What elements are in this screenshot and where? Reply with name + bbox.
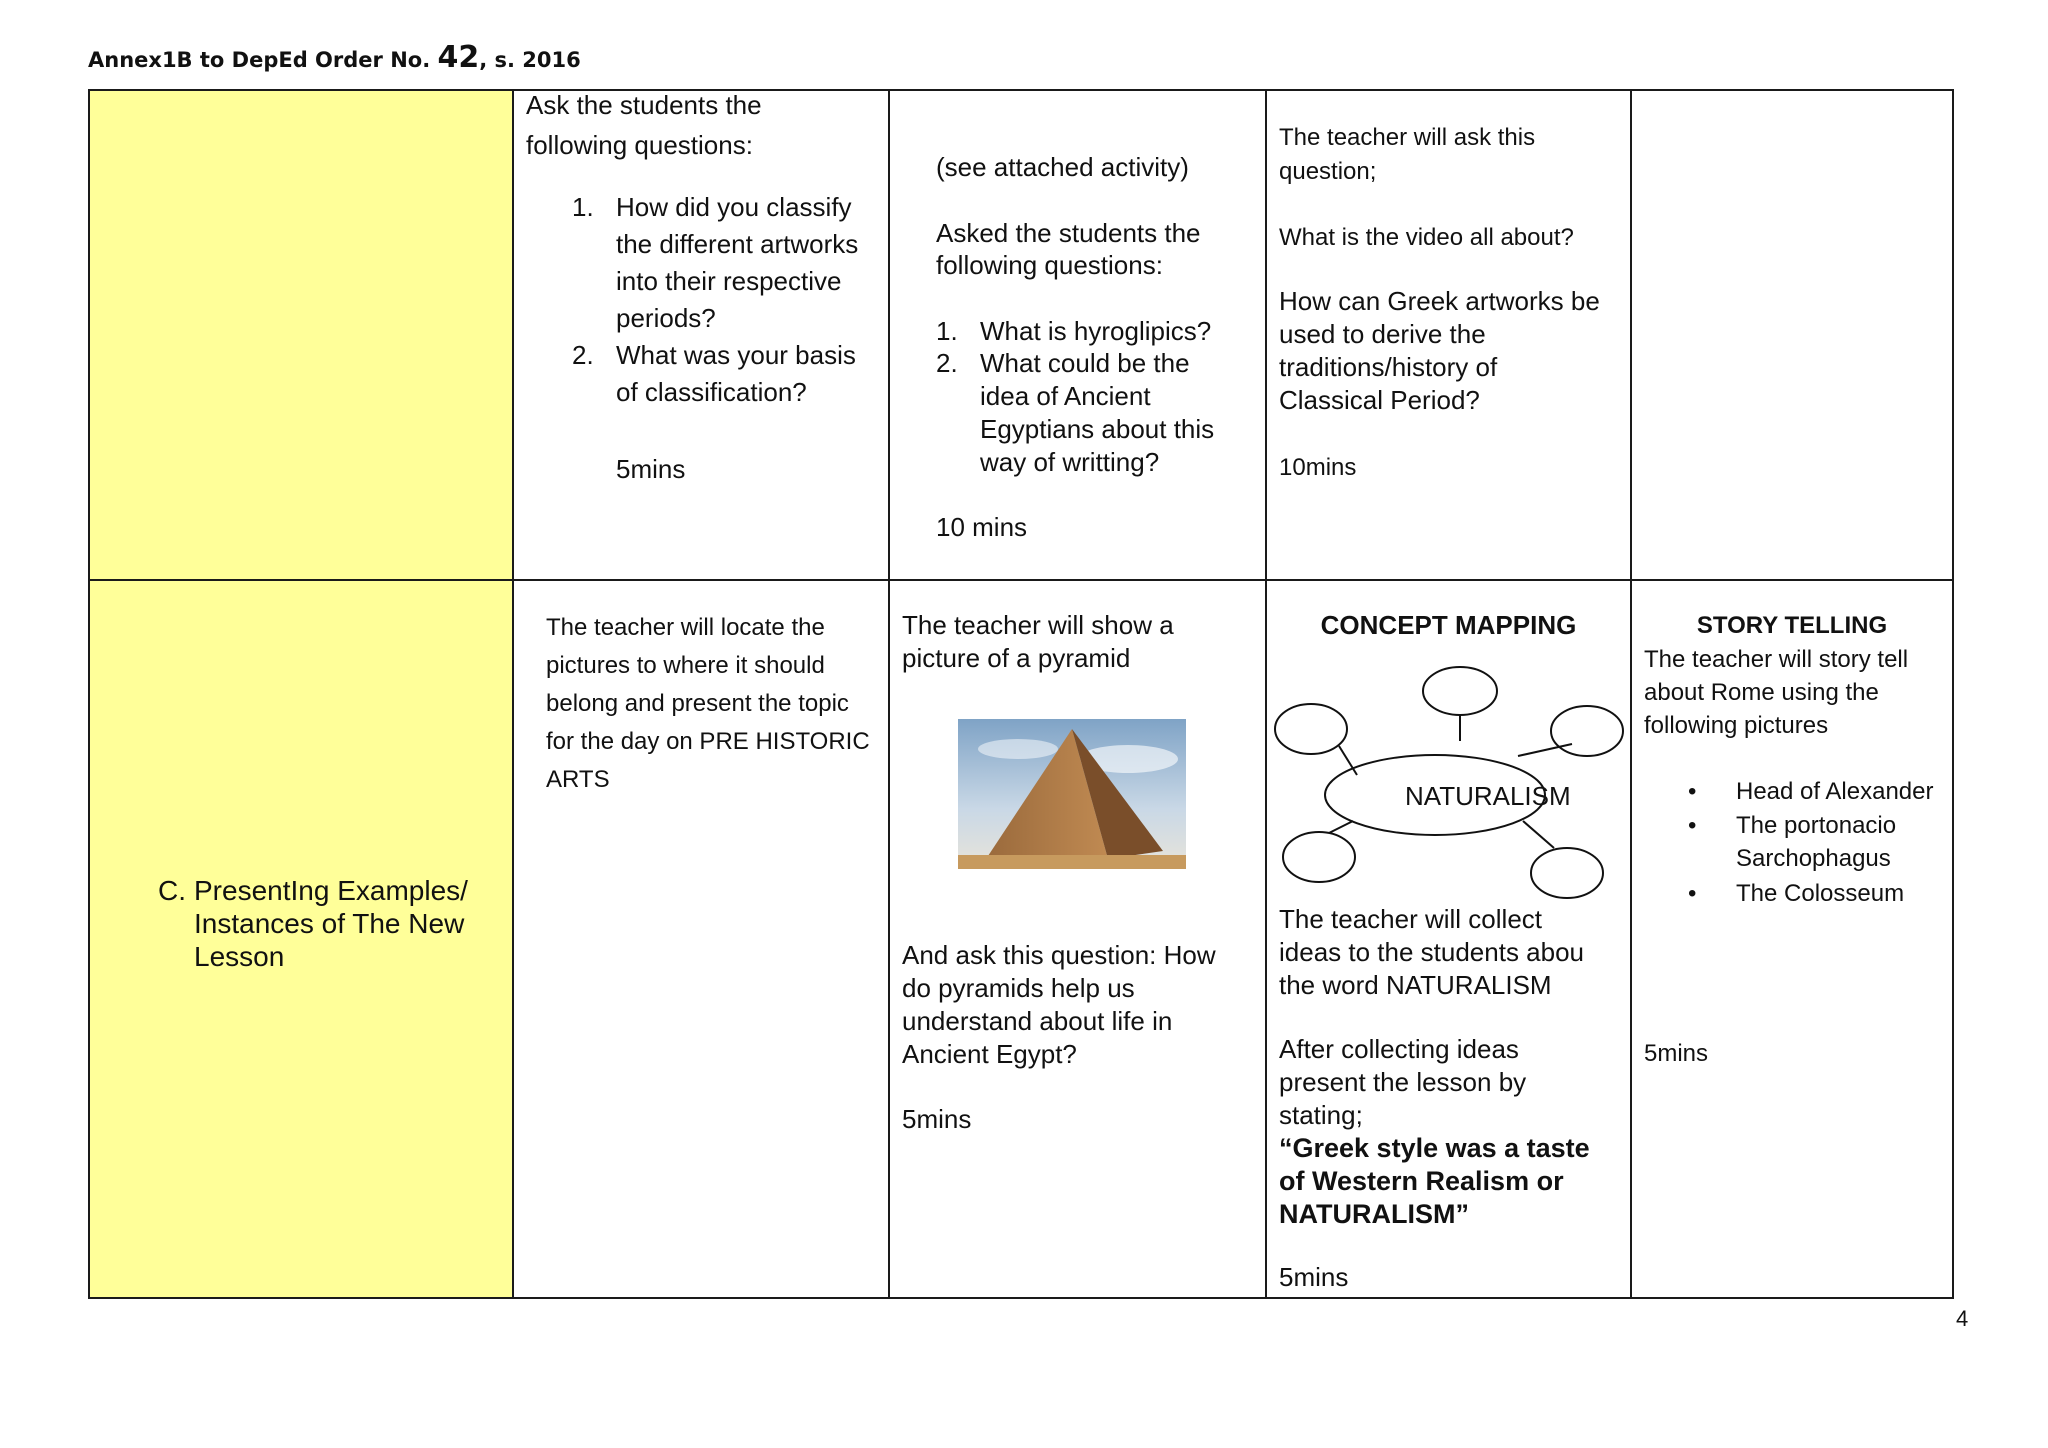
time-label: 10 mins bbox=[936, 512, 1028, 542]
pyramid-question: And ask this question: How do pyramids help us understand about life in Ancient Egypt? bbox=[902, 940, 1216, 1069]
time-label: 5mins bbox=[616, 454, 686, 484]
question-item: 1. What is hyroglipics? bbox=[936, 316, 1212, 346]
intro-line: following questions: bbox=[526, 130, 753, 160]
ask-line: question; bbox=[1279, 158, 1377, 185]
table-row bbox=[89, 580, 1953, 1298]
see-attached-note: (see attached activity) bbox=[936, 152, 1189, 182]
concept-bubble bbox=[1275, 704, 1347, 754]
concept-map bbox=[1267, 581, 1632, 921]
naturalism-quote: “Greek style was a taste of Western Realism or NATURALISM” bbox=[1279, 1133, 1590, 1229]
pyramid-image bbox=[958, 719, 1186, 869]
lesson-plan-table bbox=[88, 89, 1954, 1299]
time-label: 5mins bbox=[1279, 1262, 1349, 1292]
video-question: What is the video all about? bbox=[1279, 224, 1574, 251]
activity-cell-1 bbox=[513, 580, 889, 1298]
time-label: 5mins bbox=[1644, 1040, 1709, 1067]
activity-cell-1 bbox=[513, 90, 889, 580]
ask-line: The teacher will ask this bbox=[1279, 124, 1536, 151]
document-header bbox=[88, 40, 581, 75]
concept-bubble bbox=[1423, 667, 1497, 715]
concept-bubble bbox=[1531, 848, 1603, 898]
list-item: • Head of Alexander bbox=[1688, 778, 1934, 805]
page-number: 4 bbox=[1956, 1306, 1969, 1331]
question-item: 1. How did you classify the different artworks into their respective periods? bbox=[572, 192, 859, 333]
question-item: 2. What could be the idea of Ancient Egyptians about this way of writting? bbox=[936, 348, 1215, 477]
show-pyramid-text: The teacher will show a picture of a pyramid bbox=[902, 610, 1174, 673]
greek-question: How can Greek artworks be used to derive the traditions/history of Classical Period? bbox=[1279, 286, 1600, 415]
concept-center-label: NATURALISM bbox=[1405, 781, 1571, 811]
activity-cell-3 bbox=[1266, 580, 1631, 1298]
after-text: After collecting ideas present the lesson by stating; bbox=[1279, 1034, 1527, 1130]
time-label: 10mins bbox=[1279, 454, 1357, 481]
row-label: C. PresentIng Examples/ Instances of The New Lesson bbox=[158, 875, 468, 972]
connector-line bbox=[1523, 821, 1554, 848]
activity-cell-3 bbox=[1266, 90, 1631, 580]
story-text: The teacher will story tell about Rome using the following pictures bbox=[1644, 646, 1909, 739]
activity-cell-4 bbox=[1631, 90, 1953, 580]
connector-line bbox=[1329, 821, 1353, 833]
story-telling-title: STORY TELLING bbox=[1696, 612, 1888, 639]
activity-cell-2 bbox=[889, 580, 1266, 1298]
list-item: • The Colosseum bbox=[1688, 880, 1905, 907]
collect-text: The teacher will collect ideas to the students abou the word NATURALISM bbox=[1279, 904, 1585, 1000]
intro-line: Ask the students the bbox=[526, 90, 762, 120]
asked-line: following questions: bbox=[936, 250, 1163, 280]
concept-mapping-title: CONCEPT MAPPING bbox=[1320, 610, 1577, 640]
activity-cell-4 bbox=[1631, 580, 1953, 1298]
row-label-cell bbox=[89, 90, 513, 580]
order-number: 42 bbox=[437, 40, 480, 75]
header-prefix: Annex1B to DepEd Order No. bbox=[88, 48, 438, 72]
concept-bubble bbox=[1283, 832, 1355, 882]
header-suffix: , s. 2016 bbox=[479, 48, 581, 72]
concept-bubble bbox=[1551, 706, 1623, 756]
question-item: 2. What was your basis of classification? bbox=[572, 340, 856, 407]
table-row bbox=[89, 90, 1953, 580]
asked-line: Asked the students the bbox=[936, 218, 1201, 248]
teacher-locate-text: The teacher will locate the pictures to where it should belong and present the topic for the day on PRE HISTORIC ARTS bbox=[546, 614, 870, 793]
time-label: 5mins bbox=[902, 1104, 972, 1134]
list-item: • The portonacio Sarchophagus bbox=[1688, 812, 1897, 872]
row-label-cell bbox=[89, 580, 513, 1298]
activity-cell-2 bbox=[889, 90, 1266, 580]
